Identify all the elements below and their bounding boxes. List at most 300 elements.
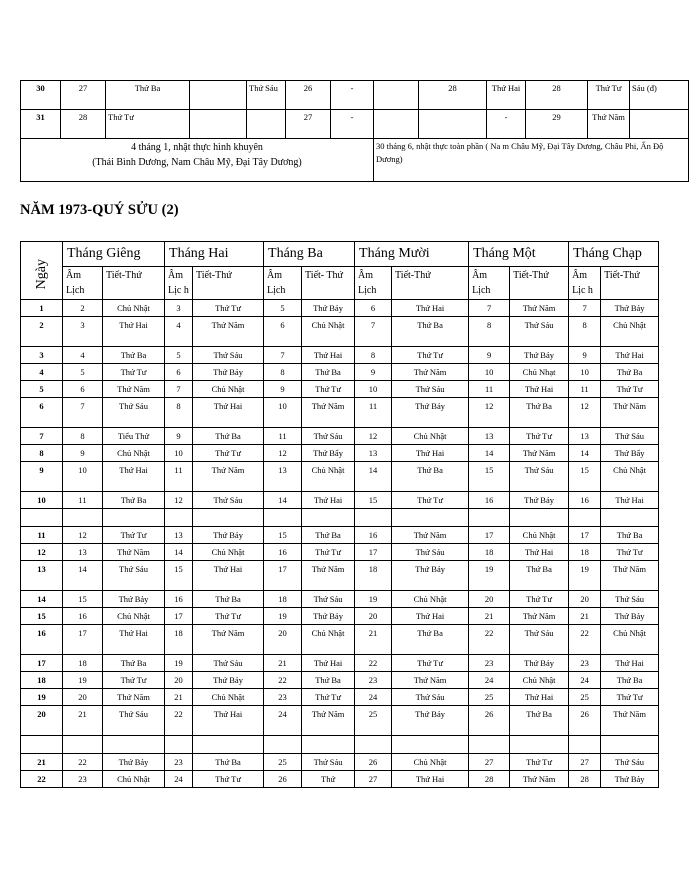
lunar-cell: 26 (469, 706, 510, 736)
weekday-cell: Thứ Bảy (601, 608, 659, 625)
weekday-cell: Thứ Sáu (103, 398, 165, 428)
lunar-cell: 14 (63, 561, 103, 591)
weekday-cell: Thứ Tư (510, 428, 569, 445)
weekday-cell: Thứ Sáu (193, 655, 264, 672)
lunar-cell: 18 (264, 591, 302, 608)
lunar-cell: 15 (355, 492, 392, 509)
weekday-cell: Thứ Năm (103, 544, 165, 561)
weekday-cell: Thứ Tư (392, 492, 469, 509)
day-cell: 17 (21, 655, 63, 672)
weekday-cell: Thứ Ba (103, 347, 165, 364)
table-row (21, 655, 659, 672)
weekday-cell: Thứ Ba (103, 492, 165, 509)
weekday-cell: - (331, 81, 374, 110)
table-row (21, 445, 659, 462)
lunar-cell: 10 (63, 462, 103, 492)
lunar-cell: 11 (63, 492, 103, 509)
table-row (21, 544, 659, 561)
weekday-cell: Thứ Hai (601, 492, 659, 509)
weekday-cell: Thứ Sáu (302, 428, 355, 445)
weekday-cell: Thứ Hai (487, 81, 526, 110)
lunar-cell: 19 (165, 655, 193, 672)
weekday-cell: Thứ Hai (392, 300, 469, 317)
table-row (21, 428, 659, 445)
weekday-cell: Thứ Bẩy (601, 445, 659, 462)
day-cell: 20 (21, 706, 63, 736)
lunar-header: Âm Lịch (264, 267, 302, 300)
lunar-cell: 27 (569, 754, 601, 771)
empty-cell (63, 509, 103, 527)
lunar-cell: 28 (569, 771, 601, 788)
weekday-cell: Thứ Sáu (601, 754, 659, 771)
weekday-cell: Chủ Nhật (103, 771, 165, 788)
weekday-cell: Thứ Ba (193, 428, 264, 445)
weekday-cell: Thứ Ba (601, 672, 659, 689)
day-column-header (21, 242, 63, 300)
weekday-cell: Chủ Nhật (392, 754, 469, 771)
weekday-cell: Thứ Ba (510, 398, 569, 428)
lunar-cell: 23 (355, 672, 392, 689)
lunar-header: Âm Lịch (355, 267, 392, 300)
day-cell: 14 (21, 591, 63, 608)
empty-cell (630, 110, 689, 139)
lunar-cell: 16 (165, 591, 193, 608)
lunar-cell: 7 (264, 347, 302, 364)
lunar-cell: 15 (469, 462, 510, 492)
empty-cell (264, 736, 302, 754)
table-row (21, 462, 659, 492)
lunar-cell: 7 (469, 300, 510, 317)
lunar-cell: 15 (569, 462, 601, 492)
table-row (21, 81, 689, 110)
weekday-cell: Thứ Ba (510, 706, 569, 736)
empty-cell (21, 736, 63, 754)
weekday-cell: Thứ Hai (103, 462, 165, 492)
lunar-cell: 28 (61, 110, 106, 139)
lunar-cell: 21 (469, 608, 510, 625)
day-cell: 6 (21, 398, 63, 428)
lunar-cell: 14 (264, 492, 302, 509)
lunar-cell: 25 (355, 706, 392, 736)
weekday-cell: Thứ Hai (510, 689, 569, 706)
eclipse-note-right: 30 tháng 6, nhật thực toàn phần ( Na m Châu Mỹ, Đại Tây Dương, Châu Phi, Ấn Độ Dương) (374, 139, 689, 182)
table-row (21, 771, 659, 788)
lunar-cell: 14 (165, 544, 193, 561)
lunar-cell: 16 (469, 492, 510, 509)
day-cell: 16 (21, 625, 63, 655)
lunar-cell: 14 (355, 462, 392, 492)
weekday-cell: Thứ Tư (302, 381, 355, 398)
weekday-header: Tiết-Thứ (392, 267, 469, 300)
month-header: Tháng Một (469, 242, 569, 267)
weekday-cell: Thứ Tư (392, 347, 469, 364)
empty-cell (21, 509, 63, 527)
lunar-cell: 26 (286, 81, 331, 110)
table-row (21, 689, 659, 706)
lunar-cell: 19 (469, 561, 510, 591)
weekday-cell: Chủ Nhật (302, 317, 355, 347)
empty-cell (264, 509, 302, 527)
lunar-cell: 25 (469, 689, 510, 706)
day-cell: 22 (21, 771, 63, 788)
lunar-cell: 24 (165, 771, 193, 788)
lunar-cell: 13 (569, 428, 601, 445)
weekday-cell: Thứ Ba (302, 527, 355, 544)
lunar-cell: 17 (63, 625, 103, 655)
lunar-cell: 11 (264, 428, 302, 445)
weekday-cell: Thứ Sáu (510, 317, 569, 347)
lunar-cell: 25 (264, 754, 302, 771)
weekday-cell: Chủ Nhật (103, 300, 165, 317)
lunar-cell: 26 (355, 754, 392, 771)
lunar-cell: 25 (569, 689, 601, 706)
lunar-cell: 8 (63, 428, 103, 445)
weekday-cell: Thứ Tư (193, 445, 264, 462)
weekday-cell: Thứ Hai (392, 608, 469, 625)
weekday-cell: Thứ Năm (392, 527, 469, 544)
empty-cell (469, 736, 510, 754)
lunar-cell: 21 (569, 608, 601, 625)
lunar-cell: 13 (264, 462, 302, 492)
lunar-cell: 4 (165, 317, 193, 347)
empty-cell (569, 509, 601, 527)
weekday-cell: Thứ Bảy (302, 608, 355, 625)
lunar-cell: 17 (264, 561, 302, 591)
weekday-cell: Thứ Tư (193, 300, 264, 317)
weekday-cell: Thứ Tư (103, 672, 165, 689)
weekday-cell: Thứ Ba (302, 364, 355, 381)
month-header: Tháng Chạp (569, 242, 659, 267)
empty-cell (63, 736, 103, 754)
table-row (21, 561, 659, 591)
empty-cell (419, 110, 487, 139)
lunar-header: Âm Lịch (469, 267, 510, 300)
lunar-cell: 20 (264, 625, 302, 655)
lunar-cell: 16 (63, 608, 103, 625)
weekday-cell: Chủ Nhật (601, 625, 659, 655)
lunar-cell: 16 (264, 544, 302, 561)
weekday-cell: Thứ Ba (106, 81, 190, 110)
weekday-cell: Chủ Nhật (302, 625, 355, 655)
lunar-cell: 10 (469, 364, 510, 381)
month-header: Tháng Giêng (63, 242, 165, 267)
lunar-cell: 9 (165, 428, 193, 445)
lunar-cell: 11 (355, 398, 392, 428)
eclipse-note-line: 4 tháng 1, nhật thực hình khuyên (131, 142, 263, 153)
day-cell: 10 (21, 492, 63, 509)
lunar-cell: 6 (264, 317, 302, 347)
lunar-cell: 28 (419, 81, 487, 110)
empty-cell (103, 509, 165, 527)
empty-cell (510, 509, 569, 527)
empty-cell (190, 110, 247, 139)
weekday-cell: Thứ Năm (302, 706, 355, 736)
empty-cell (392, 736, 469, 754)
weekday-cell: Chủ Nhật (103, 445, 165, 462)
weekday-cell: Thứ Tư (302, 689, 355, 706)
lunar-cell: 24 (264, 706, 302, 736)
lunar-cell: 17 (469, 527, 510, 544)
empty-cell (601, 736, 659, 754)
spacer-row (21, 736, 659, 754)
lunar-cell: 9 (355, 364, 392, 381)
lunar-header: Âm Lịch (63, 267, 103, 300)
lunar-cell: 19 (63, 672, 103, 689)
weekday-cell: Thứ Năm (103, 381, 165, 398)
lunar-cell: 24 (355, 689, 392, 706)
weekday-cell: Thứ Sáu (193, 492, 264, 509)
lunar-cell: 6 (165, 364, 193, 381)
weekday-cell: Thứ Hai (392, 771, 469, 788)
table-row (21, 347, 659, 364)
lunar-cell: 10 (569, 364, 601, 381)
weekday-cell: Thứ Tư (601, 381, 659, 398)
weekday-cell: Chủ Nhật (193, 544, 264, 561)
eclipse-note-left (21, 139, 374, 182)
day-label: Ngày (33, 258, 49, 289)
weekday-cell: Thứ Năm (392, 672, 469, 689)
table-row (21, 300, 659, 317)
lunar-cell: 16 (355, 527, 392, 544)
lunar-cell: 18 (63, 655, 103, 672)
lunar-cell: 12 (165, 492, 193, 509)
empty-cell (601, 509, 659, 527)
weekday-cell: Thứ Năm (392, 364, 469, 381)
table-row (21, 527, 659, 544)
weekday-header: Tiết- Thứ (302, 267, 355, 300)
lunar-cell: 21 (264, 655, 302, 672)
lunar-cell: 27 (469, 754, 510, 771)
weekday-cell: Thứ Năm (193, 317, 264, 347)
lunar-cell: 10 (355, 381, 392, 398)
weekday-cell: Chủ Nhật (392, 591, 469, 608)
lunar-cell: 24 (469, 672, 510, 689)
lunar-cell: 11 (569, 381, 601, 398)
weekday-cell: - (487, 110, 526, 139)
lunar-cell: 14 (469, 445, 510, 462)
weekday-cell: Chủ Nhật (392, 428, 469, 445)
lunar-cell: 23 (469, 655, 510, 672)
lunar-cell: 20 (63, 689, 103, 706)
weekday-cell: Thứ Sáu (103, 706, 165, 736)
sub-header-row (21, 267, 659, 300)
weekday-cell: Thứ Ba (392, 317, 469, 347)
empty-cell (165, 736, 193, 754)
lunar-cell: 22 (569, 625, 601, 655)
lunar-cell: 29 (526, 110, 588, 139)
lunar-cell: 12 (355, 428, 392, 445)
lunar-cell: 22 (355, 655, 392, 672)
lunar-header: Âm Lịc h (165, 267, 193, 300)
lunar-cell: 8 (165, 398, 193, 428)
weekday-header: Tiết-Thứ (601, 267, 659, 300)
lunar-cell: 17 (355, 544, 392, 561)
weekday-cell: Thứ Hai (392, 445, 469, 462)
weekday-cell: Thứ Tư (193, 608, 264, 625)
day-cell: 12 (21, 544, 63, 561)
weekday-cell: Thứ Bảy (103, 591, 165, 608)
weekday-cell: Thứ Sáu (247, 81, 286, 110)
weekday-cell: Thứ Năm (193, 625, 264, 655)
lunar-cell: 8 (569, 317, 601, 347)
lunar-cell: 6 (355, 300, 392, 317)
day-cell: 8 (21, 445, 63, 462)
table-row (21, 706, 659, 736)
lunar-cell: 5 (264, 300, 302, 317)
weekday-header: Tiết-Thứ (510, 267, 569, 300)
lunar-cell: 19 (569, 561, 601, 591)
calendar-table (20, 241, 659, 788)
weekday-cell: Thứ Bảy (302, 300, 355, 317)
lunar-cell: 21 (165, 689, 193, 706)
lunar-cell: 20 (165, 672, 193, 689)
lunar-cell: 9 (569, 347, 601, 364)
weekday-cell: Chủ Nhật (510, 527, 569, 544)
weekday-cell: Thứ Hai (302, 655, 355, 672)
weekday-cell: Thứ Hai (103, 625, 165, 655)
lunar-cell: 10 (165, 445, 193, 462)
weekday-cell: Chủ Nhật (193, 689, 264, 706)
weekday-cell: Thứ Bảy (510, 492, 569, 509)
weekday-cell: Chủ Nhật (510, 672, 569, 689)
weekday-cell: Thứ Năm (302, 561, 355, 591)
weekday-cell: Thứ Tư (588, 81, 630, 110)
empty-cell (469, 509, 510, 527)
lunar-cell: 16 (569, 492, 601, 509)
empty-cell (302, 736, 355, 754)
lunar-cell: 23 (264, 689, 302, 706)
lunar-cell: 15 (264, 527, 302, 544)
weekday-cell: Thứ Ba (193, 754, 264, 771)
weekday-header: Tiết-Thứ (193, 267, 264, 300)
weekday-cell: Thứ Tư (302, 544, 355, 561)
lunar-cell: 26 (264, 771, 302, 788)
weekday-cell: Chủ Nhật (601, 317, 659, 347)
month-header: Tháng Ba (264, 242, 355, 267)
weekday-cell: Thứ (302, 771, 355, 788)
weekday-cell: Thứ Bảy (392, 706, 469, 736)
weekday-cell: Thứ Bảy (103, 754, 165, 771)
weekday-cell: Thứ Tư (601, 544, 659, 561)
weekday-cell: Thứ Hai (103, 317, 165, 347)
lunar-cell: 13 (165, 527, 193, 544)
weekday-cell: Thứ Ba (302, 672, 355, 689)
weekday-cell: Chủ Nhật (193, 381, 264, 398)
lunar-cell: 12 (469, 398, 510, 428)
weekday-cell: Thứ Tư (103, 364, 165, 381)
lunar-cell: 5 (165, 347, 193, 364)
weekday-cell: Thứ Năm (601, 398, 659, 428)
day-cell: 11 (21, 527, 63, 544)
day-cell: 7 (21, 428, 63, 445)
weekday-cell: Thứ Sáu (392, 544, 469, 561)
weekday-cell: Thứ Sáu (103, 561, 165, 591)
lunar-cell: 7 (355, 317, 392, 347)
weekday-cell: Thứ Bảy (193, 527, 264, 544)
weekday-cell: Thứ Tư (510, 754, 569, 771)
weekday-cell: Thứ Ba (601, 364, 659, 381)
lunar-cell: 13 (63, 544, 103, 561)
empty-cell (302, 509, 355, 527)
lunar-cell: 27 (286, 110, 331, 139)
table-row (21, 591, 659, 608)
weekday-cell: Thứ Tư (601, 689, 659, 706)
lunar-cell: 20 (469, 591, 510, 608)
weekday-cell: Thứ Sáu (302, 591, 355, 608)
lunar-cell: Sáu (đ) (630, 81, 689, 110)
lunar-cell: 18 (165, 625, 193, 655)
lunar-cell: 18 (569, 544, 601, 561)
weekday-cell: Thứ Hai (193, 398, 264, 428)
lunar-cell: 13 (355, 445, 392, 462)
day-cell: 21 (21, 754, 63, 771)
lunar-cell: 23 (569, 655, 601, 672)
day-cell: 18 (21, 672, 63, 689)
weekday-cell: Thứ Năm (302, 398, 355, 428)
lunar-cell: 9 (63, 445, 103, 462)
month-header-row (21, 242, 659, 267)
lunar-cell: 19 (264, 608, 302, 625)
empty-cell (193, 509, 264, 527)
weekday-cell: Thứ Hai (193, 706, 264, 736)
weekday-cell: Thứ Hai (601, 347, 659, 364)
month-header: Tháng Hai (165, 242, 264, 267)
weekday-cell: Thứ Tư (193, 771, 264, 788)
lunar-cell: 8 (355, 347, 392, 364)
weekday-cell: Thứ Bảy (510, 347, 569, 364)
weekday-cell: Thứ Hai (193, 561, 264, 591)
lunar-cell: 7 (165, 381, 193, 398)
lunar-cell: 13 (469, 428, 510, 445)
weekday-cell: Thứ Năm (193, 462, 264, 492)
lunar-cell: 8 (264, 364, 302, 381)
month-header: Tháng Mười (355, 242, 469, 267)
weekday-cell: Thứ Hai (302, 347, 355, 364)
weekday-cell: Chủ Nhật (302, 462, 355, 492)
weekday-cell: Thứ Năm (103, 689, 165, 706)
weekday-cell: Thứ Hai (302, 492, 355, 509)
day-cell: 5 (21, 381, 63, 398)
table-row (21, 625, 659, 655)
lunar-cell: 8 (469, 317, 510, 347)
lunar-cell: 15 (63, 591, 103, 608)
weekday-header: Tiết-Thứ (103, 267, 165, 300)
weekday-cell: Chủ Nhạt (510, 364, 569, 381)
lunar-cell: 21 (355, 625, 392, 655)
weekday-cell: Thứ Bảy (392, 398, 469, 428)
weekday-cell: Thứ Bẩy (302, 445, 355, 462)
day-cell: 13 (21, 561, 63, 591)
empty-cell (247, 110, 286, 139)
lunar-cell: 9 (264, 381, 302, 398)
weekday-cell: Thứ Năm (588, 110, 630, 139)
table-row (21, 492, 659, 509)
lunar-cell: 20 (569, 591, 601, 608)
lunar-cell: 7 (63, 398, 103, 428)
weekday-cell: Thứ Tư (510, 591, 569, 608)
lunar-cell: 23 (63, 771, 103, 788)
lunar-cell: 22 (469, 625, 510, 655)
empty-cell (103, 736, 165, 754)
weekday-cell: Thứ Sáu (193, 347, 264, 364)
lunar-cell: 22 (264, 672, 302, 689)
day-cell: 30 (21, 81, 61, 110)
previous-year-table (20, 80, 689, 182)
lunar-cell: 3 (63, 317, 103, 347)
weekday-cell: Thứ Sáu (510, 625, 569, 655)
lunar-cell: 22 (63, 754, 103, 771)
weekday-cell: Thứ Năm (510, 300, 569, 317)
